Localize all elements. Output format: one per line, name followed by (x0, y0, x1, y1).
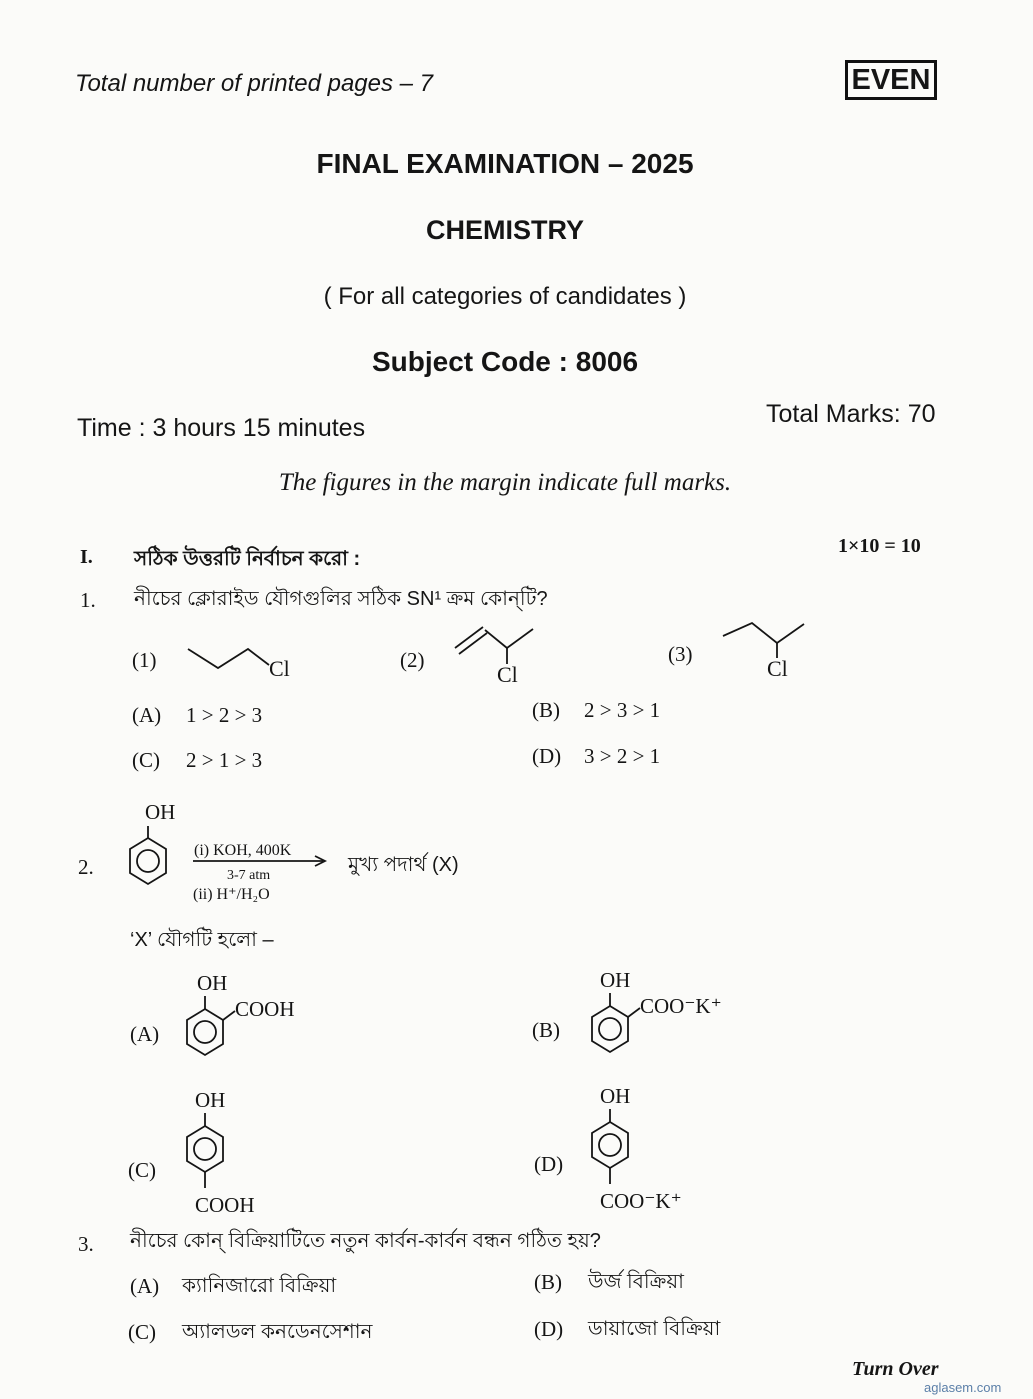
q2-condition-3: (ii) H⁺/H₂O (193, 886, 270, 903)
q2-option-b-label: (B) (532, 1018, 560, 1042)
subject-code: Subject Code : 8006 (371, 346, 639, 377)
q3-option-d-label: (D) (534, 1317, 564, 1341)
q1-structure-label-2: (2) (400, 648, 425, 672)
q3-option-b-label: (B) (534, 1270, 562, 1294)
q1-structure-2-cl: Cl (497, 662, 518, 686)
exam-title: FINAL EXAMINATION – 2025 (316, 148, 694, 179)
q2-option-a-label: (A) (130, 1022, 160, 1046)
q2-option-a-sub-bond (223, 1011, 235, 1020)
q2-option-b-oh: OH (600, 968, 631, 992)
q2-option-a-sub: COOH (235, 997, 295, 1021)
q2-number: 2. (78, 855, 94, 879)
q2-option-c-structure (175, 1082, 295, 1222)
q2-option-a-ring (187, 1009, 223, 1055)
q1-structure-2-double-bond-b (459, 633, 487, 654)
q2-option-b-sub-bond (628, 1008, 640, 1017)
q1-option-a-label: (A) (132, 703, 162, 727)
q1-structure-3 (720, 618, 820, 682)
q2-condition-1: (i) KOH, 400K (194, 842, 292, 859)
q3-option-c-text: অ্যালডল কনডেনসেশান (182, 1321, 373, 1343)
q3-text: নীচের কোন্‌ বিক্রিয়াটিতে নতুন কার্বন-কার্বন বন্ধন গঠিত হয়? (130, 1230, 601, 1252)
q1-option-a-text: 1 > 2 > 3 (186, 703, 263, 727)
q2-option-c-oh: OH (195, 1088, 226, 1112)
q2-option-a-oh: OH (197, 971, 228, 995)
q2-option-c-sub: COOH (195, 1193, 255, 1217)
q2-option-d-oh: OH (600, 1084, 631, 1108)
q1-text: নীচের ক্লোরাইড যৌগগুলির সঠিক SN¹ ক্রম কোন্‌টি? (134, 588, 548, 610)
subject-title: CHEMISTRY (425, 215, 584, 245)
q1-structure-2-bond-d (507, 629, 533, 648)
q3-option-d-text: ডায়াজো বিক্রিয়া (588, 1318, 721, 1340)
q1-structure-2-bond-c (485, 630, 507, 648)
q1-structure-1-cl: Cl (269, 656, 290, 681)
q1-structure-label-1: (1) (132, 648, 157, 672)
q2-reactant-ring-circle (137, 850, 159, 872)
q1-number: 1. (80, 588, 96, 612)
section-title: সঠিক উত্তরটি নির্বাচন করো : (134, 548, 361, 570)
q2-option-b-structure (580, 962, 750, 1062)
q1-structure-1 (185, 635, 305, 685)
q1-structure-3-cl: Cl (767, 656, 788, 681)
q2-option-d-ring-circle (599, 1134, 621, 1156)
q1-structure-2 (450, 622, 550, 686)
q3-number: 3. (78, 1232, 94, 1256)
printed-pages-note: Total number of printed pages – 7 (75, 70, 434, 97)
section-number: I. (80, 546, 93, 568)
q2-option-b-ring-circle (599, 1018, 621, 1040)
q1-option-b-label: (B) (532, 698, 560, 722)
turn-over-note: Turn Over (852, 1358, 939, 1380)
q1-structure-label-3: (3) (668, 642, 693, 666)
q2-option-c-ring-circle (194, 1138, 216, 1160)
candidates-note: ( For all categories of candidates ) (323, 283, 687, 310)
q2-option-d-sub: COO⁻K⁺ (600, 1189, 682, 1213)
q1-option-c-label: (C) (132, 748, 160, 772)
q2-question: ‘X’ যৌগটি হলো – (130, 929, 274, 951)
q3-option-a-label: (A) (130, 1274, 160, 1298)
q2-option-c-ring (187, 1126, 223, 1172)
q2-option-b-sub: COO⁻K⁺ (640, 994, 722, 1018)
q3-option-c-label: (C) (128, 1320, 156, 1344)
q2-reactant-oh: OH (145, 800, 176, 824)
q2-reactant-ring (130, 838, 166, 884)
q1-option-d-label: (D) (532, 744, 562, 768)
q2-option-d-structure (580, 1078, 730, 1218)
q2-option-d-label: (D) (534, 1152, 564, 1176)
q3-option-a-text: ক্যানিজারো বিক্রিয়া (182, 1275, 337, 1297)
q2-product-label: মুখ্য পদার্থ (X) (348, 854, 459, 876)
q1-option-d-text: 3 > 2 > 1 (584, 744, 661, 768)
q1-structure-2-double-bond-a (455, 627, 483, 648)
time-allowed: Time : 3 hours 15 minutes (77, 414, 366, 442)
q1-structure-1-bonds (188, 649, 269, 668)
q2-option-a-ring-circle (194, 1021, 216, 1043)
q1-option-b-text: 2 > 3 > 1 (584, 698, 661, 722)
total-marks: Total Marks: 70 (766, 400, 936, 428)
q3-option-b-text: উর্জ বিক্রিয়া (588, 1271, 684, 1293)
paper-type-badge: EVEN (845, 60, 937, 100)
q2-option-c-label: (C) (128, 1158, 156, 1182)
q1-structure-3-bonds (723, 623, 804, 643)
q2-option-a-structure (175, 965, 325, 1065)
q2-option-b-ring (592, 1006, 628, 1052)
section-marks: 1×10 = 10 (838, 535, 921, 557)
marks-instruction: The figures in the margin indicate full marks. (278, 469, 732, 496)
q2-option-d-ring (592, 1122, 628, 1168)
q1-option-c-text: 2 > 1 > 3 (186, 748, 263, 772)
q2-condition-2: 3-7 atm (227, 868, 271, 883)
watermark: aglasem.com (924, 1380, 1002, 1395)
